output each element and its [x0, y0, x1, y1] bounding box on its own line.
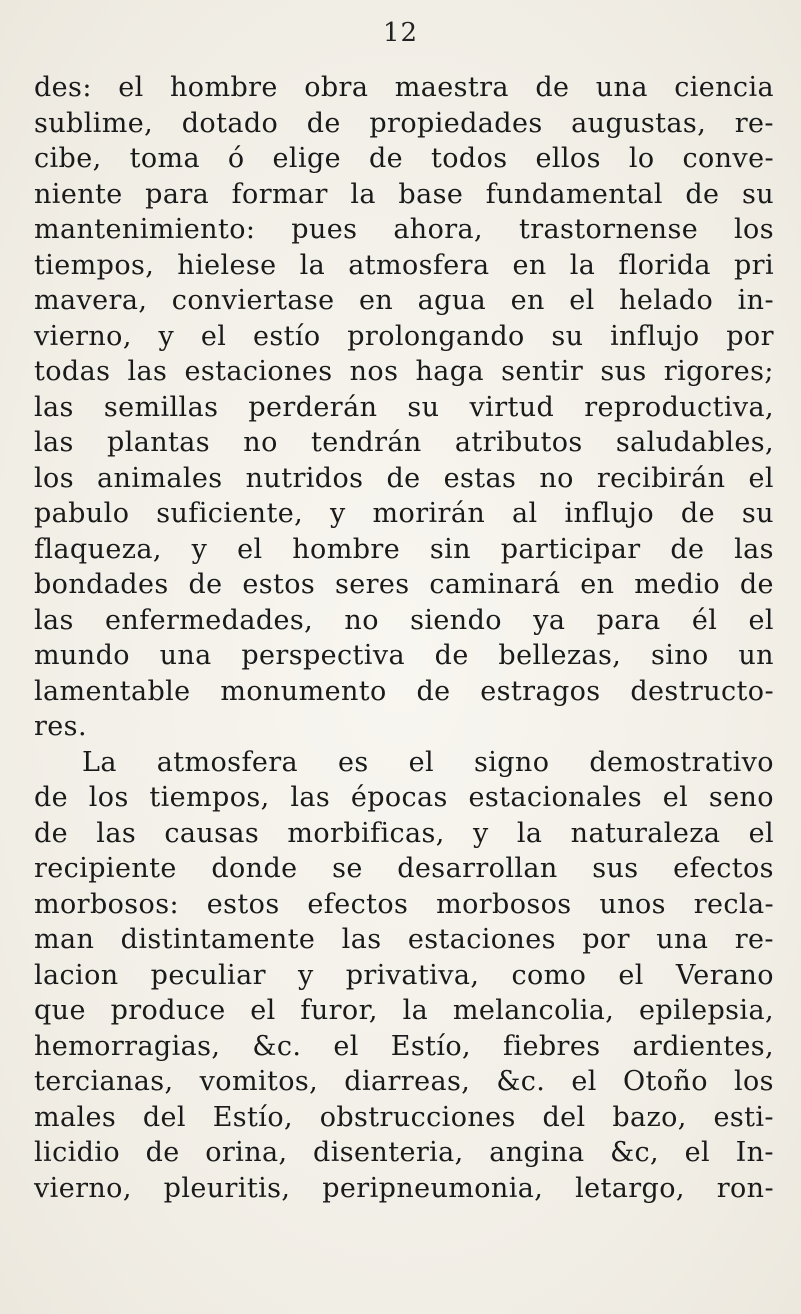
- word: propiedades: [369, 107, 543, 139]
- word: in-: [737, 285, 774, 316]
- word: tendrán: [310, 427, 422, 458]
- word: angina: [489, 1137, 585, 1168]
- text-line: [34, 887, 774, 923]
- word: el: [618, 959, 644, 991]
- word: el: [662, 782, 689, 813]
- word: fundamental: [485, 178, 663, 210]
- text-line: [34, 319, 774, 355]
- text-line: [34, 1064, 774, 1100]
- word: morbosos: [436, 888, 572, 920]
- word: tercianas,: [34, 1066, 174, 1097]
- word: lo: [628, 143, 655, 174]
- word: en: [512, 249, 547, 281]
- word: niente: [34, 178, 123, 210]
- word: el: [748, 817, 774, 849]
- word: pri: [733, 249, 774, 281]
- word: recibirán: [596, 462, 726, 494]
- word: plantas: [107, 427, 211, 458]
- text-line: [34, 567, 774, 603]
- word: re-: [734, 107, 774, 139]
- text-line-paragraph-end: [34, 709, 774, 745]
- word: sublime,: [34, 107, 154, 139]
- word: ron-: [716, 1172, 774, 1204]
- word: de: [434, 640, 469, 671]
- word: reproductiva,: [584, 391, 774, 423]
- word: causas: [164, 817, 260, 849]
- body-text: [34, 70, 774, 1206]
- word: el: [684, 1137, 710, 1168]
- word: vomitos,: [199, 1066, 319, 1097]
- word: ya: [533, 604, 566, 636]
- word: de: [369, 143, 404, 174]
- word: el: [748, 604, 774, 636]
- word: estaciones: [184, 356, 333, 387]
- word: letargo,: [575, 1172, 685, 1204]
- word: que: [34, 995, 86, 1026]
- text-line: [34, 674, 774, 710]
- word: no: [539, 462, 574, 494]
- word: efectos: [307, 888, 409, 920]
- page-number: 12: [382, 18, 419, 48]
- word: caminará: [429, 569, 561, 600]
- word: del: [142, 1101, 186, 1133]
- word: él: [691, 604, 718, 636]
- word: formar: [231, 178, 328, 210]
- text-line: [34, 283, 774, 319]
- word: para: [596, 604, 661, 636]
- word: la: [569, 249, 596, 281]
- word: en: [580, 569, 615, 600]
- word: animales: [97, 462, 223, 494]
- word: el: [333, 1030, 359, 1062]
- word: y: [473, 817, 489, 849]
- word: las: [34, 604, 74, 636]
- word: de: [34, 782, 69, 813]
- word: de: [680, 498, 715, 529]
- word: y: [329, 498, 346, 529]
- word: al: [512, 498, 538, 529]
- word: suficiente,: [156, 498, 304, 529]
- word: furor,: [300, 995, 378, 1026]
- word: pabulo: [34, 498, 130, 529]
- word: el: [200, 320, 227, 352]
- word: ellos: [535, 143, 601, 174]
- word: perderán: [248, 391, 378, 423]
- word: del: [542, 1101, 586, 1133]
- word: las: [734, 533, 774, 565]
- text-line: [34, 993, 774, 1029]
- word: tiempos,: [34, 249, 155, 281]
- word: tiempos,: [149, 782, 270, 813]
- word: atmosfera: [348, 249, 490, 281]
- word: pues: [291, 214, 358, 245]
- word: influjo: [564, 498, 654, 529]
- word: Estío,: [390, 1030, 472, 1062]
- word: hielese: [177, 249, 277, 281]
- word: dotado: [181, 107, 279, 139]
- word: se: [332, 853, 363, 884]
- word: re-: [734, 924, 774, 955]
- word: maestra: [394, 72, 509, 103]
- word: las: [96, 817, 137, 849]
- text-line: [34, 1171, 774, 1207]
- word: estos: [242, 569, 316, 600]
- text-line: [34, 461, 774, 497]
- word: trastornense: [518, 214, 699, 245]
- text-line: [34, 354, 774, 390]
- word: hombre: [292, 533, 401, 565]
- word: para: [145, 178, 210, 210]
- word: mantenimiento:: [34, 214, 256, 245]
- word: bondades: [34, 569, 169, 600]
- word: agua: [417, 285, 487, 316]
- word: la: [516, 817, 543, 849]
- word: epilepsia,: [638, 995, 774, 1026]
- word: man: [34, 924, 95, 955]
- word: su: [551, 320, 584, 352]
- word: de: [685, 178, 720, 210]
- word: fiebres: [503, 1030, 601, 1062]
- text-line: [34, 212, 774, 248]
- word: disenteria,: [313, 1137, 464, 1168]
- word: su: [741, 178, 774, 210]
- word: ahora,: [393, 214, 484, 245]
- word: peculiar: [150, 959, 266, 991]
- word: sin: [429, 533, 471, 565]
- word: obra: [304, 72, 369, 103]
- word: ó: [227, 143, 245, 174]
- word: su: [741, 498, 774, 529]
- text-line: [34, 958, 774, 994]
- word: efectos: [673, 853, 774, 884]
- word: des:: [34, 72, 92, 103]
- word: ardientes,: [632, 1030, 774, 1062]
- word: privativa,: [345, 959, 480, 991]
- word: estacionales: [468, 782, 643, 813]
- word: y: [191, 533, 208, 565]
- word: prolongando: [347, 320, 525, 352]
- word: el: [569, 285, 595, 316]
- word: augustas,: [571, 107, 707, 139]
- word: ciencia: [674, 72, 774, 103]
- word: toma: [129, 143, 200, 174]
- word: orina,: [205, 1137, 288, 1168]
- word: bellezas,: [498, 640, 622, 671]
- word: estragos: [480, 675, 601, 707]
- word: conviertase: [171, 285, 335, 316]
- word: los: [34, 462, 74, 494]
- word: florida: [618, 249, 711, 281]
- word: conve-: [682, 143, 774, 174]
- word: semillas: [103, 391, 219, 423]
- word: produce: [110, 995, 226, 1026]
- word: las: [127, 356, 168, 387]
- word: de: [739, 569, 774, 600]
- word: recipiente: [34, 853, 177, 884]
- word: diarreas,: [344, 1066, 471, 1097]
- word: el: [237, 533, 263, 565]
- word: Estío,: [212, 1101, 293, 1133]
- word: la: [402, 995, 429, 1026]
- word: morbificas,: [287, 817, 445, 849]
- word: virtud: [469, 391, 555, 423]
- word: de: [306, 107, 341, 139]
- word: de: [386, 462, 421, 494]
- text-line: [34, 70, 774, 106]
- word: desarrollan: [397, 853, 558, 884]
- word: unos: [599, 888, 666, 920]
- word: Otoño: [622, 1066, 708, 1097]
- text-line: [34, 1135, 774, 1171]
- word: mundo: [34, 640, 130, 671]
- word: morbosos:: [34, 888, 179, 920]
- word: las: [34, 427, 74, 458]
- word: no: [243, 427, 278, 458]
- word: elige: [272, 143, 342, 174]
- word: participar: [500, 533, 641, 565]
- text-line: [34, 390, 774, 426]
- text-line: [34, 638, 774, 674]
- word: hemorragias,: [34, 1030, 221, 1062]
- word: &c,: [610, 1137, 660, 1168]
- word: estos: [206, 888, 280, 920]
- word: el: [571, 1066, 597, 1097]
- word: donde: [211, 853, 298, 884]
- word: saludables,: [615, 427, 774, 458]
- word: los: [733, 1066, 774, 1097]
- word: haga: [415, 356, 484, 387]
- word: monumento: [220, 675, 387, 707]
- word: morirán: [372, 498, 486, 529]
- word: La: [82, 746, 117, 778]
- text-line: [34, 177, 774, 213]
- word: base: [398, 178, 464, 210]
- word: no: [344, 604, 379, 636]
- text-line: [34, 141, 774, 177]
- word: las: [34, 391, 74, 423]
- word: el: [408, 746, 434, 778]
- text-line: [34, 496, 774, 532]
- word: estas: [443, 462, 517, 494]
- word: signo: [473, 746, 550, 778]
- word: los: [734, 214, 774, 245]
- word: nos: [349, 356, 399, 387]
- word: nutridos: [245, 462, 364, 494]
- text-line: [34, 425, 774, 461]
- text-line: [34, 780, 774, 816]
- text-line: [34, 922, 774, 958]
- word: &c.: [252, 1030, 302, 1062]
- word: lacion: [34, 959, 119, 991]
- word: épocas: [350, 782, 448, 813]
- word: por: [582, 924, 630, 955]
- word: en: [359, 285, 394, 316]
- word: destructo-: [630, 675, 774, 707]
- word: demostrativo: [589, 746, 774, 778]
- word: mavera,: [34, 285, 148, 316]
- word: hombre: [170, 72, 278, 103]
- word: sus: [600, 356, 647, 387]
- word: el: [118, 72, 144, 103]
- word: el: [748, 462, 774, 494]
- word: de: [535, 72, 570, 103]
- text-line: [34, 248, 774, 284]
- word: de: [145, 1137, 180, 1168]
- word: y: [297, 959, 314, 991]
- word: flaqueza,: [34, 533, 162, 565]
- text-line: [34, 851, 774, 887]
- word: melancolia,: [452, 995, 615, 1026]
- word: todos: [431, 143, 508, 174]
- word: distintamente: [120, 924, 316, 955]
- word: atributos: [454, 427, 583, 458]
- word: obstrucciones: [319, 1101, 516, 1133]
- text-line: [34, 603, 774, 639]
- word: de: [416, 675, 451, 707]
- word: una: [656, 924, 709, 955]
- text-line: [34, 816, 774, 852]
- word: estío: [252, 320, 321, 352]
- word: enfermedades,: [105, 604, 314, 636]
- word: todas: [34, 356, 111, 387]
- word: peripneumonia,: [322, 1172, 544, 1204]
- word: la: [350, 178, 376, 210]
- word: estaciones: [407, 924, 556, 955]
- word: las: [341, 924, 382, 955]
- word: atmosfera: [156, 746, 299, 778]
- word: medio: [634, 569, 721, 600]
- word: una: [595, 72, 648, 103]
- word: las: [290, 782, 331, 813]
- word: males: [34, 1101, 117, 1133]
- word: naturaleza: [570, 817, 721, 849]
- word: perspectiva: [241, 640, 405, 671]
- word: seno: [708, 782, 774, 813]
- word: rigores;: [663, 356, 774, 387]
- word: los: [88, 782, 129, 813]
- word: licidio: [34, 1137, 121, 1168]
- text-line-paragraph-start: [34, 745, 774, 781]
- word: lamentable: [34, 675, 191, 707]
- word: In-: [735, 1137, 774, 1168]
- word: res.: [34, 711, 87, 742]
- word: helado: [619, 285, 714, 316]
- word: influjo: [610, 320, 700, 352]
- word: un: [738, 640, 774, 671]
- word: siendo: [410, 604, 502, 636]
- word: vierno,: [34, 320, 132, 352]
- word: por: [726, 320, 774, 352]
- word: sino: [650, 640, 709, 671]
- word: &c.: [496, 1066, 546, 1097]
- text-line: [34, 106, 774, 142]
- word: pleuritis,: [163, 1172, 291, 1204]
- word: bazo,: [612, 1101, 687, 1133]
- word: esti-: [713, 1101, 774, 1133]
- word: la: [299, 249, 326, 281]
- word: de: [670, 533, 705, 565]
- text-line: [34, 1029, 774, 1065]
- word: vierno,: [34, 1172, 132, 1204]
- word: es: [337, 746, 369, 778]
- word: como: [511, 959, 587, 991]
- word: de: [188, 569, 223, 600]
- word: sus: [592, 853, 639, 884]
- word: Verano: [675, 959, 774, 991]
- word: su: [407, 391, 440, 423]
- word: sentir: [501, 356, 584, 387]
- word: cibe,: [34, 143, 102, 174]
- word: recla-: [693, 888, 774, 920]
- word: una: [159, 640, 212, 671]
- text-line: [34, 1100, 774, 1136]
- word: en: [510, 285, 545, 316]
- word: seres: [334, 569, 410, 600]
- text-line: [34, 532, 774, 568]
- word: y: [158, 320, 175, 352]
- word: de: [34, 817, 69, 849]
- word: el: [250, 995, 276, 1026]
